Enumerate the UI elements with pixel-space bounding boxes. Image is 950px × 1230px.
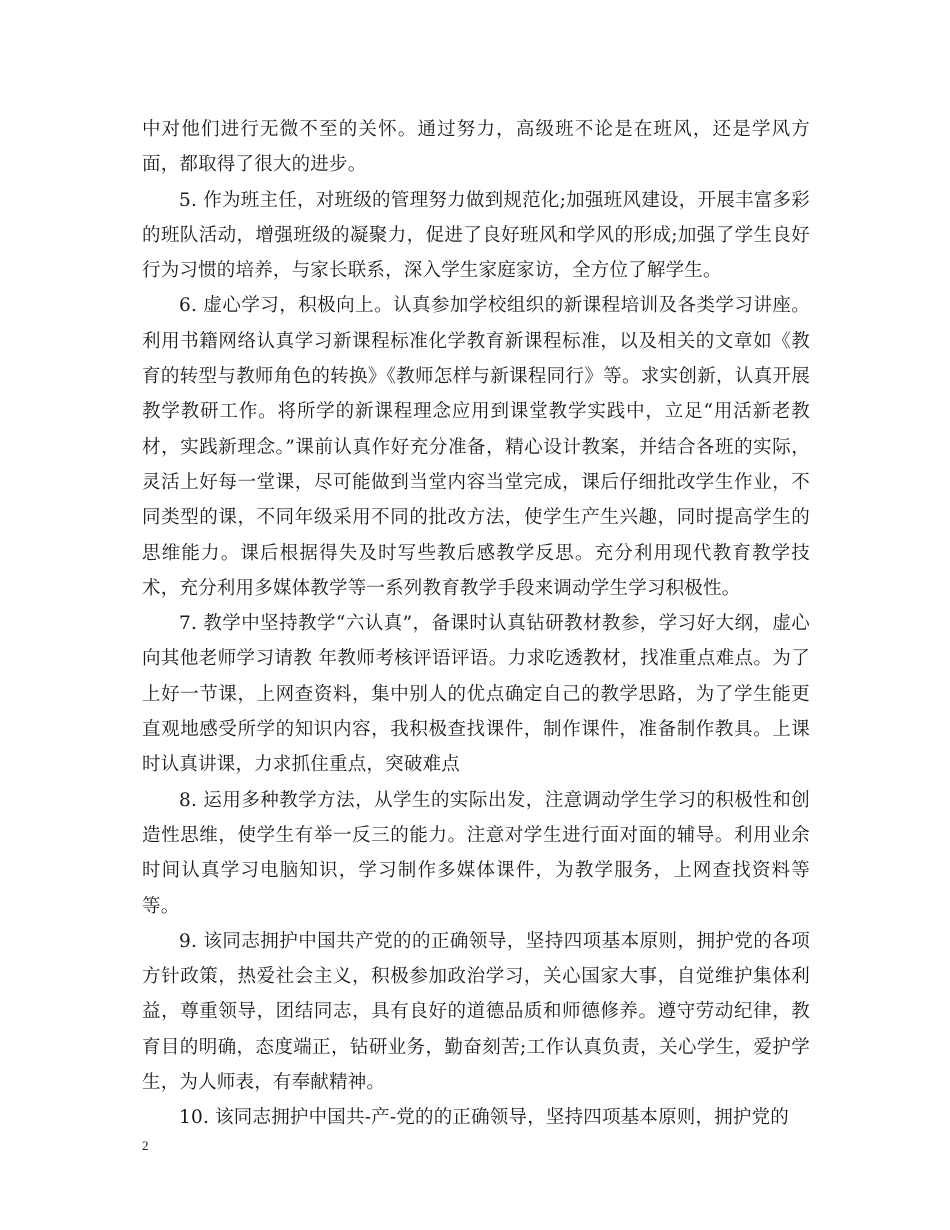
paragraph-item-9: 9. 该同志拥护中国共产党的的正确领导，坚持四项基本原则，拥护党的各项方针政策，热爱社会主义，积极参加政治学习，关心国家大事，自觉维护集体利益，尊重领导，团结同志，具有良好的道德品质和师德修养。遵守劳动纪律，教育目的明确，态度端正，钻研业务，勤奋刻苦;工作认真负责，关心学生，爱护学生，为人师表，有奉献精神。 <box>142 930 810 1094</box>
body-text <box>142 112 810 1136</box>
paragraph-item-7: 7. 教学中坚持教学“六认真”，备课时认真钻研教材教参，学习好大纲，虚心向其他老师学习请教 年教师考核评语评语。力求吃透教材，找准重点难点。为了上好一节课，上网查资料，集中别人的优点确定自己的教学思路，为了学生能更直观地感受所学的知识内容，我积极查找课件，制作课件，准备制作教具。上课时认真讲课，力求抓住重点，突破难点 <box>142 613 810 776</box>
page-number: 2 <box>142 1138 149 1153</box>
paragraph-item-8: 8. 运用多种教学方法，从学生的实际出发，注意调动学生学习的积极性和创造性思维，使学生有举一反三的能力。注意对学生进行面对面的辅导。利用业余时间认真学习电脑知识，学习制作多媒体课件，为教学服务，上网查找资料等等。 <box>142 789 810 917</box>
paragraph-continued: 中对他们进行无微不至的关怀。通过努力，高级班不论是在班风，还是学风方面，都取得了很大的进步。 <box>142 119 810 176</box>
paragraph-item-6: 6. 虚心学习，积极向上。认真参加学校组织的新课程培训及各类学习讲座。利用书籍网络认真学习新课程标准化学教育新课程标准，以及相关的文章如《教育的转型与教师角色的转换》《教师怎样与新课程同行》等。求实创新，认真开展教学教研工作。将所学的新课程理念应用到课堂教学实践中，立足“用活新老教材，实践新理念。”课前认真作好充分准备，精心设计教案，并结合各班的实际，灵活上好每一堂课，尽可能做到当堂内容当堂完成，课后仔细批改学生作业，不同类型的课，不同年级采用不同的批改方法，使学生产生兴趣，同时提高学生的思维能力。课后根据得失及时写些教后感教学反思。充分利用现代教育教学技术，充分利用多媒体教学等一系列教育教学手段来调动学生学习积极性。 <box>142 295 810 599</box>
paragraph-item-10: 10. 该同志拥护中国共-产-党的的正确领导，坚持四项基本原则，拥护党的 <box>179 1107 790 1129</box>
paragraph-item-5: 5. 作为班主任，对班级的管理努力做到规范化;加强班风建设，开展丰富多彩的班队活动，增强班级的凝聚力，促进了良好班风和学风的形成;加强了学生良好行为习惯的培养，与家长联系，深入学生家庭家访，全方位了解学生。 <box>142 189 810 282</box>
